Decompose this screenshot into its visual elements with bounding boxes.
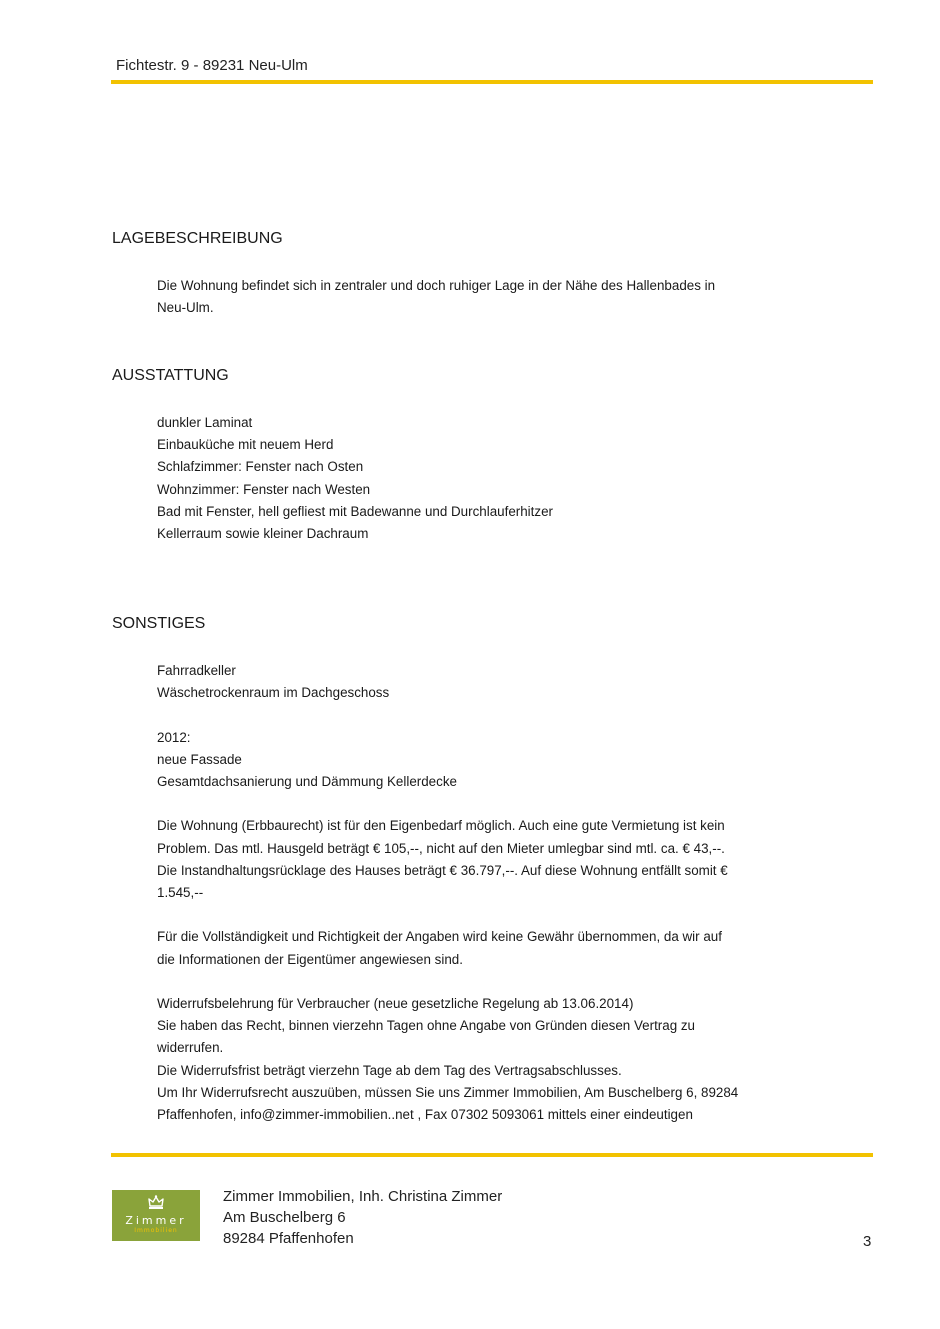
feature-list	[157, 412, 797, 545]
text-line: Gesamtdachsanierung und Dämmung Kellerdecke	[157, 774, 457, 789]
text-line: die Informationen der Eigentümer angewiesen sind.	[157, 951, 463, 967]
text-line: Fahrradkeller	[157, 663, 236, 678]
section-body-ausstattung	[157, 412, 797, 545]
section-body-sonstiges	[157, 660, 797, 1126]
footer-address-line: Zimmer Immobilien, Inh. Christina Zimmer	[223, 1188, 503, 1205]
header-address: Fichtestr. 9 - 89231 Neu-Ulm	[116, 57, 308, 74]
section-heading-ausstattung: AUSSTATTUNG	[112, 367, 229, 384]
crown-icon	[147, 1194, 165, 1212]
text-line: Problem. Das mtl. Hausgeld beträgt € 105,--, nicht auf den Mieter umlegbar sind mtl. ca. € 43,--.	[157, 840, 725, 856]
company-logo	[112, 1190, 200, 1241]
text-line: neue Fassade	[157, 751, 242, 767]
section-heading-sonstiges: SONSTIGES	[112, 615, 206, 632]
text-line: 1.545,--	[157, 885, 204, 900]
text-line: Die Wohnung (Erbbaurecht) ist für den Eigenbedarf möglich. Auch eine gute Vermietung ist kein	[157, 818, 725, 834]
text-line: Pfaffenhofen, info@zimmer-immobilien..net , Fax 07302 5093061 mittels einer eindeutigen	[157, 1107, 693, 1122]
footer-address-line: Am Buschelberg 6	[223, 1209, 346, 1226]
section-body-lage	[157, 275, 797, 319]
logo-subtitle: Immobilien	[134, 1227, 178, 1234]
text-line: Die Wohnung befindet sich in zentraler und doch ruhiger Lage in der Nähe des Hallenbades in	[157, 278, 716, 293]
text-line: Wäschetrockenraum im Dachgeschoss	[157, 685, 390, 701]
header-divider	[111, 80, 873, 84]
page-number: 3	[863, 1233, 872, 1250]
list-item: dunkler Laminat	[157, 415, 253, 430]
list-item: Bad mit Fenster, hell gefliest mit Badewanne und Durchlauferhitzer	[157, 503, 553, 519]
text-line: Für die Vollständigkeit und Richtigkeit der Angaben wird keine Gewähr übernommen, da wir auf	[157, 929, 722, 945]
list-item: Schlafzimmer: Fenster nach Osten	[157, 459, 364, 475]
text-line: Sie haben das Recht, binnen vierzehn Tagen ohne Angabe von Gründen diesen Vertrag zu	[157, 1018, 696, 1034]
text-line: widerrufen.	[157, 1040, 224, 1056]
text-line: Die Widerrufsfrist beträgt vierzehn Tage ab dem Tag des Vertragsabschlusses.	[157, 1062, 622, 1078]
text-line: Um Ihr Widerrufsrecht auszuüben, müssen Sie uns Zimmer Immobilien, Am Buschelberg 6, 89284	[157, 1084, 739, 1100]
footer-divider	[111, 1153, 873, 1157]
list-item: Kellerraum sowie kleiner Dachraum	[157, 526, 369, 542]
text-line: Neu-Ulm.	[157, 300, 214, 316]
text-line: 2012:	[157, 729, 191, 745]
logo-name: Zimmer	[125, 1214, 187, 1227]
footer-address-line: 89284 Pfaffenhofen	[223, 1230, 354, 1247]
list-item: Einbauküche mit neuem Herd	[157, 437, 334, 453]
list-item: Wohnzimmer: Fenster nach Westen	[157, 481, 371, 497]
text-line: Widerrufsbelehrung für Verbraucher (neue gesetzliche Regelung ab 13.06.2014)	[157, 995, 634, 1011]
section-heading-lage: LAGEBESCHREIBUNG	[112, 230, 283, 247]
text-line: Die Instandhaltungsrücklage des Hauses beträgt € 36.797,--. Auf diese Wohnung entfällt somit €	[157, 862, 728, 878]
footer-address	[223, 1186, 502, 1249]
